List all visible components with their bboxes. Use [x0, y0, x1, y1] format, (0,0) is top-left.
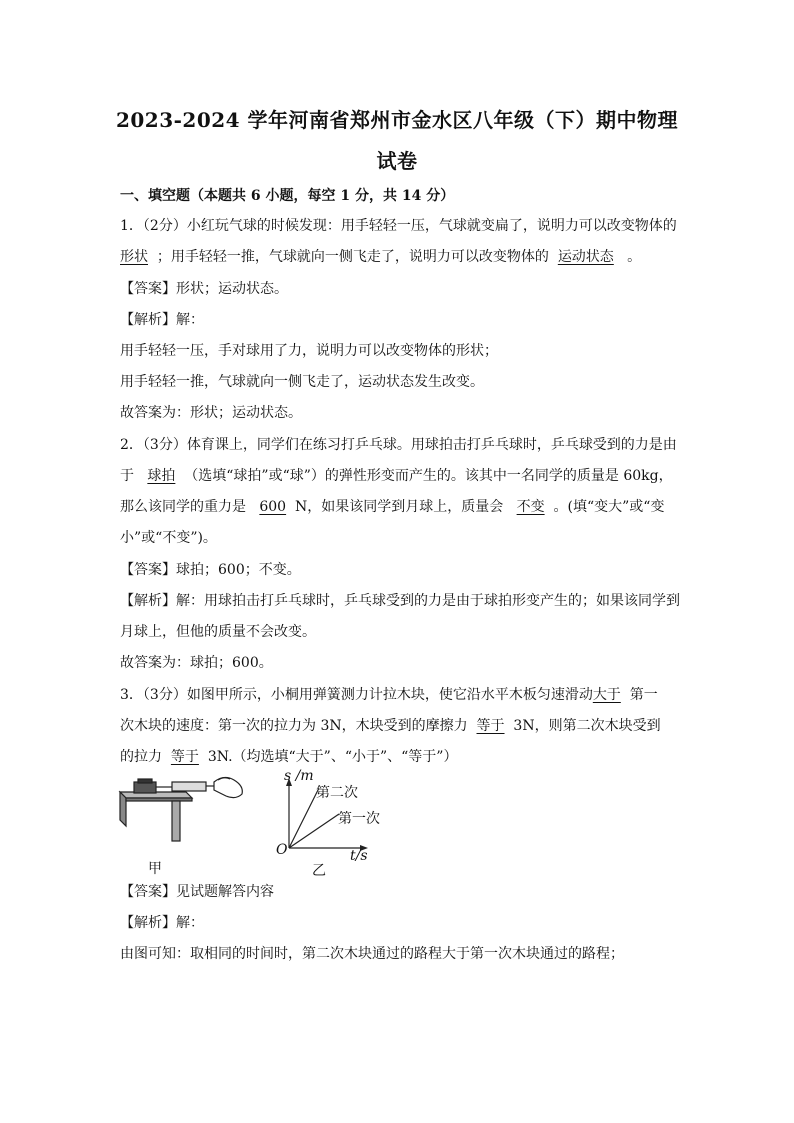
curve-label-second: 第二次 — [316, 785, 358, 801]
q2-answer: 【答案】球拍；600；不变。 — [120, 562, 301, 578]
figure-label-yi: 乙 — [312, 863, 326, 879]
q2-text-line1: 2．（3分）体育课上，同学们在练习打乒乓球。用球拍击打乒乓球时，乒乓球受到的力是由 — [120, 437, 677, 453]
q1-text-line1: 1．（2分）小红玩气球的时候发现：用手轻轻一压，气球就变扁了，说明力可以改变物体的 — [120, 218, 677, 234]
q3-analysis-label: 【解析】解： — [120, 915, 204, 931]
q3-figure — [114, 770, 394, 880]
q1-blank-2: 运动状态 — [557, 249, 614, 265]
q2-blank-2: 600 — [259, 499, 287, 515]
q1-text-mid: ；用手轻轻一推，气球就向一侧飞走了，说明力可以改变物体的 — [156, 249, 549, 265]
line-first-time — [289, 814, 339, 848]
table-block-illustration — [120, 777, 242, 841]
q1-text-end: 。 — [627, 249, 642, 265]
q3-answer: 【答案】见试题解答内容 — [120, 884, 274, 900]
q3-text-a: 3．（3分）如图甲所示，小桐用弹簧测力计拉木块，使它沿水平木板匀速滑动 — [120, 687, 593, 703]
q3-text-b: 第一 — [629, 687, 658, 703]
q3-text-line2 — [120, 715, 680, 737]
q3-blank-2: 等于 — [476, 718, 505, 734]
q3-text-line1 — [120, 684, 680, 706]
q2-conclusion: 故答案为：球拍；600。 — [120, 655, 273, 671]
q2-text-d: N，如果该同学到月球上，质量会 — [295, 499, 504, 515]
q2-analysis-2: 月球上，但他的质量不会改变。 — [120, 624, 316, 640]
page-title-continued: 试卷 — [376, 149, 418, 173]
q3-blank-3: 等于 — [170, 749, 199, 765]
q2-text-b: （选填“球拍”或“球”）的弹性形变而产生的。该其中一名同学的质量是 60kg， — [184, 468, 673, 484]
q2-blank-1: 球拍 — [147, 468, 176, 484]
section-heading: 一、填空题（本题共 6 小题，每空 1 分，共 14 分） — [120, 188, 455, 204]
q1-answer: 【答案】形状；运动状态。 — [120, 281, 288, 297]
q3-text-d: 3N，则第二次木块受到 — [513, 718, 661, 734]
q3-text-e: 的拉力 — [120, 749, 162, 765]
curve-label-first: 第一次 — [338, 811, 380, 827]
axis-label-s: s /m — [284, 768, 314, 784]
q2-text-e: 。(填“变大”或“变 — [553, 499, 665, 515]
page-title: 2023-2024 学年河南省郑州市金水区八年级（下）期中物理 — [115, 108, 679, 132]
q3-text-f: 3N.（均选填“大于”、“小于”、“等于”） — [207, 749, 458, 765]
q2-text-line3 — [120, 496, 680, 518]
q1-analysis-1: 用手轻轻一压，手对球用了力，说明力可以改变物体的形状； — [120, 343, 498, 359]
q2-text-c: 那么该同学的重力是 — [120, 499, 246, 515]
figure-label-jia: 甲 — [148, 861, 162, 877]
q3-text-c: 次木块的速度：第一次的拉力为 3N，木块受到的摩擦力 — [120, 718, 468, 734]
line-second-time — [289, 788, 319, 848]
q2-analysis-1: 【解析】解：用球拍击打乒乓球时，乒乓球受到的力是由于球拍形变产生的；如果该同学到 — [120, 593, 680, 609]
q1-analysis-label: 【解析】解： — [120, 312, 204, 328]
origin-label: O — [276, 842, 288, 858]
q3-text-line3 — [120, 746, 680, 768]
q1-blank-1: 形状 — [120, 249, 148, 265]
q2-text-a: 于 — [120, 468, 134, 484]
q3-analysis-1: 由图可知：取相同的时间时，第二次木块通过的路程大于第一次木块通过的路程； — [120, 946, 624, 962]
axis-label-t: t/s — [350, 848, 368, 864]
q2-text-line2 — [120, 465, 680, 487]
q2-text-line4: 小”或“不变”)。 — [120, 530, 217, 546]
q3-blank-1: 大于 — [592, 687, 621, 703]
q2-blank-3: 不变 — [516, 499, 545, 515]
q1-analysis-2: 用手轻轻一推，气球就向一侧飞走了，运动状态发生改变。 — [120, 374, 484, 390]
q1-conclusion: 故答案为：形状；运动状态。 — [120, 405, 302, 421]
q1-text-line2 — [120, 246, 680, 268]
